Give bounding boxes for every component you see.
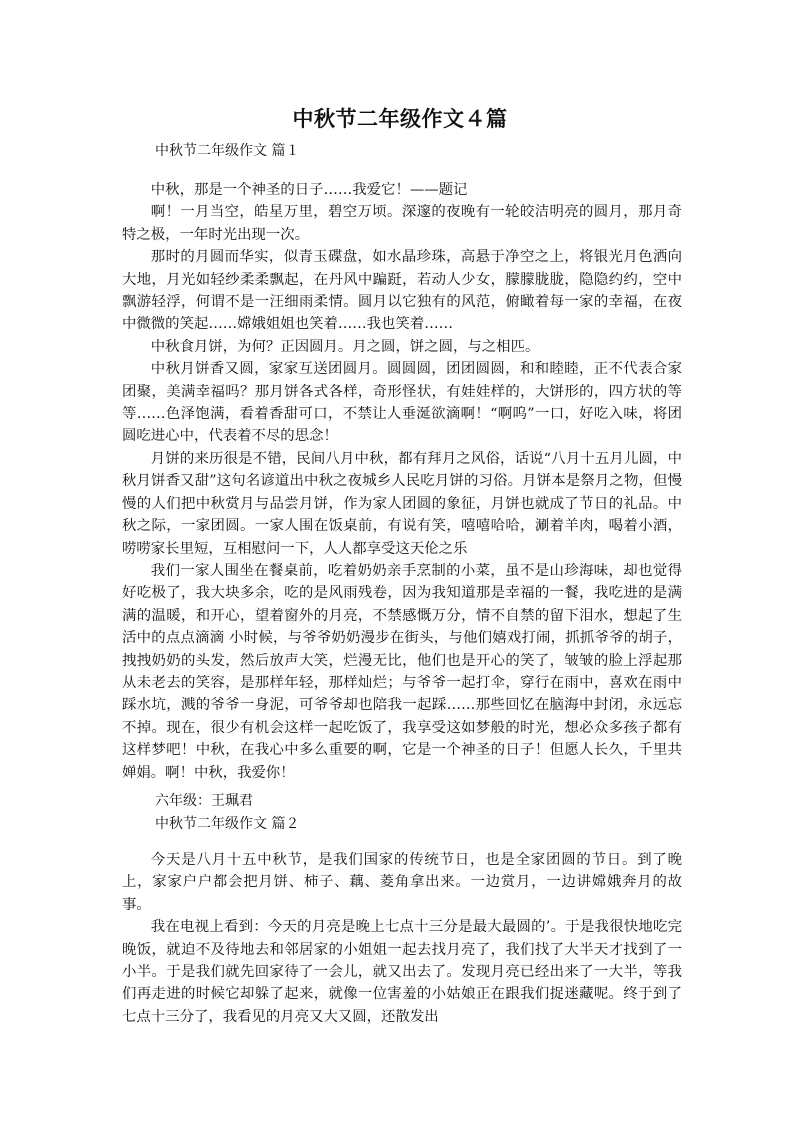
essay-heading: 中秋节二年级作文 篇１ [155,143,300,159]
essay-paragraph: 中秋食月饼，为何？正因圆月。月之圆，饼之圆，与之相匹。 [150,338,540,355]
essay-paragraph: 中秋月饼香又圆，家家互送团圆月。圆圆圆，团团圆圆，和和睦睦，正不代表合家团聚，美满幸福吗？那月饼各式各样，奇形怪状，有娃娃样的，大饼形的，四方状的等等……色泽饱满，看着香甜可口，不禁让人垂涎欲滴啊！“啊呜”一口，好吃入味，将团圆吃进心中，代表着不尽的思念！ [122,361,682,445]
essay-paragraph: 啊！一月当空，皓星万里，碧空万顷。深邃的夜晚有一轮皎洁明亮的圆月，那月奇特之极，一年时光出现一次。 [122,204,682,243]
essay-paragraph: 今天是八月十五中秋节，是我们国家的传统节日，也是全家团圆的节日。到了晚上，家家户户都会把月饼、柿子、藕、菱角拿出来。一边赏月，一边讲嫦娥奔月的故事。 [122,852,682,913]
essay-paragraph: 那时的月圆而华实，似青玉碟盘，如水晶珍珠，高悬于净空之上，将银光月色洒向大地，月光如轻纱柔柔飘起，在丹风中蹁跹，若动人少女，朦朦胧胧，隐隐约约，空中飘游轻浮，何谓不是一汪细雨柔情。圆月以它独有的风范，俯瞰着每一家的幸福，在夜中微微的笑起……嫦娥姐姐也笑着……我也笑着…… [122,249,682,333]
essay-heading: 中秋节二年级作文 篇２ [155,816,300,832]
essay-paragraph: 我们一家人围坐在餐桌前，吃着奶奶亲手烹制的小菜，虽不是山珍海味，却也觉得好吃极了，我大块多余，吃的是风雨残卷，因为我知道那是幸福的一餐，我吃进的是满满的温暖，和开心，望着窗外的月亮，不禁感慨万分，情不自禁的留下泪水，想起了生活中的点点滴滴 小时候，与爷爷奶奶漫步在街头，与他们嬉戏打闹，抓抓爷爷的胡子，拽拽奶奶的头发，然后放声大笑，烂漫无比，他们也是开心的笑了，皱皱的脸上浮起那从未老去的笑容，是那样年轻，那样灿烂；与爷爷一起打伞，穿行在雨中，喜欢在雨中踩水坑，溅的爷爷一身泥，可爷爷却也陪我一起踩……那些回忆在脑海中封闭，永远忘不掉。现在，很少有机会这样一起吃饭了，我享受这如梦般的时光，想必众多孩子都有这样梦吧！中秋，在我心中多么重要的啊，它是一个神圣的日子！但愿人长久，千里共婵娟。啊！中秋，我爱你！ [122,562,682,781]
essay-body [122,179,682,784]
essay-body [122,849,682,1028]
essay-paragraph: 中秋，那是一个神圣的日子……我爱它！——题记 [150,182,468,198]
essay-paragraph: 月饼的来历很是不错，民间八月中秋，都有拜月之风俗，话说“八月十五月儿圆，中秋月饼香又甜”这句名谚道出中秋之夜城乡人民吃月饼的习俗。月饼本是祭月之物，但慢慢的人们把中秋赏月与品尝月饼，作为家人团圆的象征，月饼也就成了节日的礼品。中秋之际，一家团圆。一家人围在饭桌前，有说有笑，嘻嘻哈哈，涮着羊肉，喝着小酒，唠唠家长里短，互相慰问一下，人人都享受这天伦之乐 [122,450,682,557]
author-signature: 六年级：王珮君 [155,793,253,809]
document-title: 中秋节二年级作文４篇 [292,106,508,131]
essay-paragraph: 我在电视上看到：今天的月亮是晚上七点十三分是最大最圆的’。于是我很快地吃完晚饭，就迫不及待地去和邻居家的小姐姐一起去找月亮了，我们找了大半天才找到了一小半。于是我们就先回家待了一会儿，就又出去了。发现月亮已经出来了一大半，等我们再走进的时候它却躲了起来，就像一位害羞的小姑娘正在跟我们捉迷藏呢。终于到了七点十三分了，我看见的月亮又大又圆，还散发出 [122,919,682,1025]
